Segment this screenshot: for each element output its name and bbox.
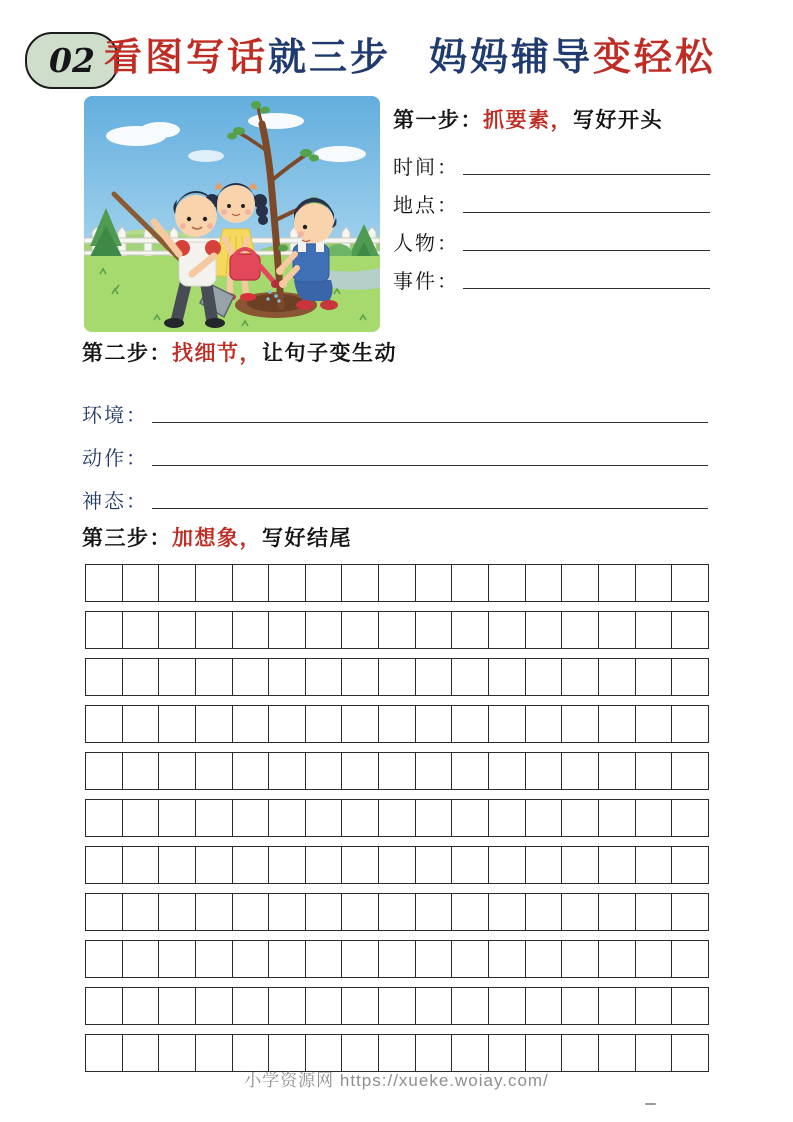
grid-cell[interactable] xyxy=(599,753,636,789)
grid-cell[interactable] xyxy=(159,800,196,836)
grid-cell[interactable] xyxy=(196,988,233,1024)
time-label: 时间： xyxy=(393,157,459,179)
grid-cell[interactable] xyxy=(379,988,416,1024)
grid-cell[interactable] xyxy=(86,565,123,601)
grid-cell[interactable] xyxy=(342,659,379,695)
place-input-line[interactable] xyxy=(463,211,710,213)
grid-cell[interactable] xyxy=(526,988,563,1024)
grid-cell[interactable] xyxy=(489,988,526,1024)
grid-cell[interactable] xyxy=(416,847,453,883)
step1-fields xyxy=(393,142,710,294)
grid-cell[interactable] xyxy=(416,706,453,742)
step2-prefix: 第二步： xyxy=(82,342,172,365)
illustration-svg xyxy=(84,96,380,332)
person-input-line[interactable] xyxy=(463,249,710,251)
grid-cell[interactable] xyxy=(452,941,489,977)
grid-cell[interactable] xyxy=(123,753,160,789)
grid-cell[interactable] xyxy=(379,612,416,648)
step2-fields xyxy=(82,385,708,514)
grid-cell[interactable] xyxy=(416,941,453,977)
step3-prefix: 第三步： xyxy=(82,527,172,550)
grid-cell[interactable] xyxy=(562,894,599,930)
title-part-2: 就三步 xyxy=(268,37,392,79)
grid-cell[interactable] xyxy=(599,894,636,930)
illustration xyxy=(84,96,380,332)
field-row-event xyxy=(393,256,710,294)
step1-heading xyxy=(393,108,710,134)
grid-cell[interactable] xyxy=(416,612,453,648)
grid-cell[interactable] xyxy=(342,800,379,836)
action-input-line[interactable] xyxy=(152,464,708,466)
grid-cell[interactable] xyxy=(342,941,379,977)
grid-cell[interactable] xyxy=(306,941,343,977)
grid-cell[interactable] xyxy=(269,800,306,836)
grid-cell[interactable] xyxy=(672,941,708,977)
grid-cell[interactable] xyxy=(306,612,343,648)
grid-cell[interactable] xyxy=(562,659,599,695)
grid-row xyxy=(85,846,709,884)
grid-cell[interactable] xyxy=(233,753,270,789)
grid-cell[interactable] xyxy=(269,565,306,601)
grid-row xyxy=(85,658,709,696)
grid-cell[interactable] xyxy=(342,988,379,1024)
grid-cell[interactable] xyxy=(306,706,343,742)
grid-cell[interactable] xyxy=(196,659,233,695)
grid-cell[interactable] xyxy=(306,894,343,930)
grid-cell[interactable] xyxy=(123,941,160,977)
grid-cell[interactable] xyxy=(636,612,673,648)
grid-cell[interactable] xyxy=(86,800,123,836)
grid-row xyxy=(85,564,709,602)
grid-cell[interactable] xyxy=(196,847,233,883)
step1-section xyxy=(393,108,710,294)
grid-cell[interactable] xyxy=(123,706,160,742)
grid-cell[interactable] xyxy=(159,894,196,930)
person-label: 人物： xyxy=(393,233,459,255)
step3-suffix: 写好结尾 xyxy=(262,527,352,550)
grid-cell[interactable] xyxy=(599,847,636,883)
grid-row xyxy=(85,752,709,790)
environment-input-line[interactable] xyxy=(152,421,708,423)
grid-cell[interactable] xyxy=(123,659,160,695)
step1-prefix: 第一步： xyxy=(393,109,483,132)
grid-cell[interactable] xyxy=(452,706,489,742)
grid-cell[interactable] xyxy=(562,800,599,836)
grid-cell[interactable] xyxy=(233,988,270,1024)
grid-cell[interactable] xyxy=(123,988,160,1024)
grid-cell[interactable] xyxy=(489,847,526,883)
grid-cell[interactable] xyxy=(269,706,306,742)
grid-cell[interactable] xyxy=(196,565,233,601)
grid-cell[interactable] xyxy=(86,894,123,930)
grid-cell[interactable] xyxy=(233,659,270,695)
grid-cell[interactable] xyxy=(379,847,416,883)
grid-cell[interactable] xyxy=(233,894,270,930)
field-row-time xyxy=(393,142,710,180)
grid-cell[interactable] xyxy=(379,894,416,930)
grid-cell[interactable] xyxy=(159,753,196,789)
grid-cell[interactable] xyxy=(489,612,526,648)
grid-cell[interactable] xyxy=(562,988,599,1024)
event-label: 事件： xyxy=(393,271,459,293)
step2-keyword: 找细节， xyxy=(172,342,262,365)
grid-cell[interactable] xyxy=(526,706,563,742)
grid-cell[interactable] xyxy=(416,988,453,1024)
field-row-person xyxy=(393,218,710,256)
grid-cell[interactable] xyxy=(489,941,526,977)
grid-cell[interactable] xyxy=(159,659,196,695)
grid-cell[interactable] xyxy=(159,565,196,601)
grid-cell[interactable] xyxy=(269,612,306,648)
grid-cell[interactable] xyxy=(342,706,379,742)
page-artifact-dash xyxy=(645,1103,656,1105)
title-part-4: 变轻松 xyxy=(593,37,717,79)
grid-cell[interactable] xyxy=(636,706,673,742)
grid-cell[interactable] xyxy=(636,894,673,930)
step2-heading xyxy=(82,341,708,367)
grid-cell[interactable] xyxy=(526,659,563,695)
grid-cell[interactable] xyxy=(196,941,233,977)
grid-cell[interactable] xyxy=(452,847,489,883)
grid-cell[interactable] xyxy=(452,753,489,789)
grid-cell[interactable] xyxy=(269,753,306,789)
grid-cell[interactable] xyxy=(86,847,123,883)
grid-cell[interactable] xyxy=(269,659,306,695)
grid-cell[interactable] xyxy=(562,565,599,601)
grid-cell[interactable] xyxy=(672,753,708,789)
grid-cell[interactable] xyxy=(416,800,453,836)
step2-suffix: 让句子变生动 xyxy=(262,342,397,365)
grid-cell[interactable] xyxy=(562,612,599,648)
grid-cell[interactable] xyxy=(562,753,599,789)
title-part-3: 妈妈辅导 xyxy=(429,37,594,79)
grid-cell[interactable] xyxy=(233,847,270,883)
grid-cell[interactable] xyxy=(599,800,636,836)
grid-cell[interactable] xyxy=(672,706,708,742)
grid-cell[interactable] xyxy=(306,753,343,789)
grid-cell[interactable] xyxy=(489,800,526,836)
grid-cell[interactable] xyxy=(526,565,563,601)
grid-cell[interactable] xyxy=(636,941,673,977)
grid-cell[interactable] xyxy=(526,894,563,930)
title-part-1: 看图写话 xyxy=(104,37,269,79)
grid-cell[interactable] xyxy=(86,659,123,695)
grid-cell[interactable] xyxy=(86,753,123,789)
grid-cell[interactable] xyxy=(416,753,453,789)
grid-cell[interactable] xyxy=(306,659,343,695)
field-row-environment xyxy=(82,385,708,428)
grid-cell[interactable] xyxy=(526,800,563,836)
grid-cell[interactable] xyxy=(233,565,270,601)
grid-cell[interactable] xyxy=(452,659,489,695)
grid-cell[interactable] xyxy=(342,612,379,648)
grid-cell[interactable] xyxy=(379,565,416,601)
time-input-line[interactable] xyxy=(463,173,710,175)
grid-cell[interactable] xyxy=(526,753,563,789)
grid-cell[interactable] xyxy=(526,941,563,977)
grid-cell[interactable] xyxy=(269,847,306,883)
grid-cell[interactable] xyxy=(599,659,636,695)
environment-label: 环境： xyxy=(82,405,148,427)
grid-cell[interactable] xyxy=(233,706,270,742)
grid-cell[interactable] xyxy=(672,847,708,883)
grid-cell[interactable] xyxy=(672,565,708,601)
grid-cell[interactable] xyxy=(196,706,233,742)
grid-cell[interactable] xyxy=(672,659,708,695)
expression-label: 神态： xyxy=(82,491,148,513)
step2-section xyxy=(82,341,708,514)
grid-cell[interactable] xyxy=(379,753,416,789)
grid-cell[interactable] xyxy=(489,659,526,695)
step1-suffix: 写好开头 xyxy=(573,109,663,132)
grid-cell[interactable] xyxy=(342,565,379,601)
grid-cell[interactable] xyxy=(342,847,379,883)
grid-cell[interactable] xyxy=(123,894,160,930)
page-title xyxy=(104,36,716,80)
grid-cell[interactable] xyxy=(306,847,343,883)
grid-cell[interactable] xyxy=(672,612,708,648)
grid-cell[interactable] xyxy=(123,612,160,648)
grid-cell[interactable] xyxy=(196,894,233,930)
grid-cell[interactable] xyxy=(636,988,673,1024)
grid-cell[interactable] xyxy=(342,753,379,789)
grid-cell[interactable] xyxy=(196,612,233,648)
grid-cell[interactable] xyxy=(416,659,453,695)
action-label: 动作： xyxy=(82,448,148,470)
grid-cell[interactable] xyxy=(233,800,270,836)
grid-cell[interactable] xyxy=(123,565,160,601)
field-row-expression xyxy=(82,471,708,514)
writing-grid xyxy=(85,564,709,1072)
grid-cell[interactable] xyxy=(452,565,489,601)
step3-heading xyxy=(82,526,352,552)
grid-cell[interactable] xyxy=(306,800,343,836)
field-row-action xyxy=(82,428,708,471)
grid-cell[interactable] xyxy=(379,941,416,977)
grid-cell[interactable] xyxy=(233,941,270,977)
grid-cell[interactable] xyxy=(159,941,196,977)
grid-cell[interactable] xyxy=(159,612,196,648)
grid-cell[interactable] xyxy=(379,706,416,742)
grid-cell[interactable] xyxy=(416,565,453,601)
grid-cell[interactable] xyxy=(636,753,673,789)
grid-cell[interactable] xyxy=(489,565,526,601)
grid-cell[interactable] xyxy=(452,612,489,648)
grid-cell[interactable] xyxy=(269,941,306,977)
grid-row xyxy=(85,940,709,978)
grid-cell[interactable] xyxy=(452,894,489,930)
grid-cell[interactable] xyxy=(672,894,708,930)
grid-cell[interactable] xyxy=(526,612,563,648)
grid-cell[interactable] xyxy=(306,565,343,601)
grid-row xyxy=(85,799,709,837)
grid-cell[interactable] xyxy=(233,612,270,648)
watermark: 小学资源网 https://xueke.woiay.com/ xyxy=(244,1071,549,1090)
grid-cell[interactable] xyxy=(86,988,123,1024)
grid-cell[interactable] xyxy=(489,894,526,930)
grid-cell[interactable] xyxy=(86,706,123,742)
event-input-line[interactable] xyxy=(463,287,710,289)
grid-cell[interactable] xyxy=(416,894,453,930)
grid-cell[interactable] xyxy=(489,706,526,742)
step3-keyword: 加想象， xyxy=(172,527,262,550)
grid-cell[interactable] xyxy=(526,847,563,883)
grid-cell[interactable] xyxy=(636,800,673,836)
grid-cell[interactable] xyxy=(562,706,599,742)
grid-cell[interactable] xyxy=(672,988,708,1024)
grid-cell[interactable] xyxy=(123,847,160,883)
expression-input-line[interactable] xyxy=(152,507,708,509)
grid-row xyxy=(85,893,709,931)
grid-cell[interactable] xyxy=(159,847,196,883)
grid-cell[interactable] xyxy=(159,988,196,1024)
grid-cell[interactable] xyxy=(636,659,673,695)
grid-cell[interactable] xyxy=(452,800,489,836)
grid-cell[interactable] xyxy=(562,941,599,977)
grid-cell[interactable] xyxy=(599,706,636,742)
grid-cell[interactable] xyxy=(86,612,123,648)
grid-cell[interactable] xyxy=(159,706,196,742)
step1-keyword: 抓要素， xyxy=(483,109,573,132)
grid-row xyxy=(85,987,709,1025)
grid-cell[interactable] xyxy=(196,800,233,836)
grid-cell[interactable] xyxy=(196,753,233,789)
grid-cell[interactable] xyxy=(636,847,673,883)
grid-cell[interactable] xyxy=(123,800,160,836)
lesson-number: 02 xyxy=(49,41,95,80)
grid-row xyxy=(85,611,709,649)
grid-cell[interactable] xyxy=(306,988,343,1024)
grid-cell[interactable] xyxy=(379,659,416,695)
grid-cell[interactable] xyxy=(269,988,306,1024)
grid-cell[interactable] xyxy=(452,988,489,1024)
grid-cell[interactable] xyxy=(379,800,416,836)
grid-cell[interactable] xyxy=(86,941,123,977)
grid-cell[interactable] xyxy=(599,612,636,648)
field-row-place xyxy=(393,180,710,218)
grid-row xyxy=(85,705,709,743)
grid-cell[interactable] xyxy=(599,988,636,1024)
place-label: 地点： xyxy=(393,195,459,217)
grid-cell[interactable] xyxy=(562,847,599,883)
grid-cell[interactable] xyxy=(599,565,636,601)
grid-cell[interactable] xyxy=(672,800,708,836)
grid-cell[interactable] xyxy=(342,894,379,930)
grid-cell[interactable] xyxy=(599,941,636,977)
grid-cell[interactable] xyxy=(269,894,306,930)
grid-cell[interactable] xyxy=(636,565,673,601)
grid-cell[interactable] xyxy=(489,753,526,789)
